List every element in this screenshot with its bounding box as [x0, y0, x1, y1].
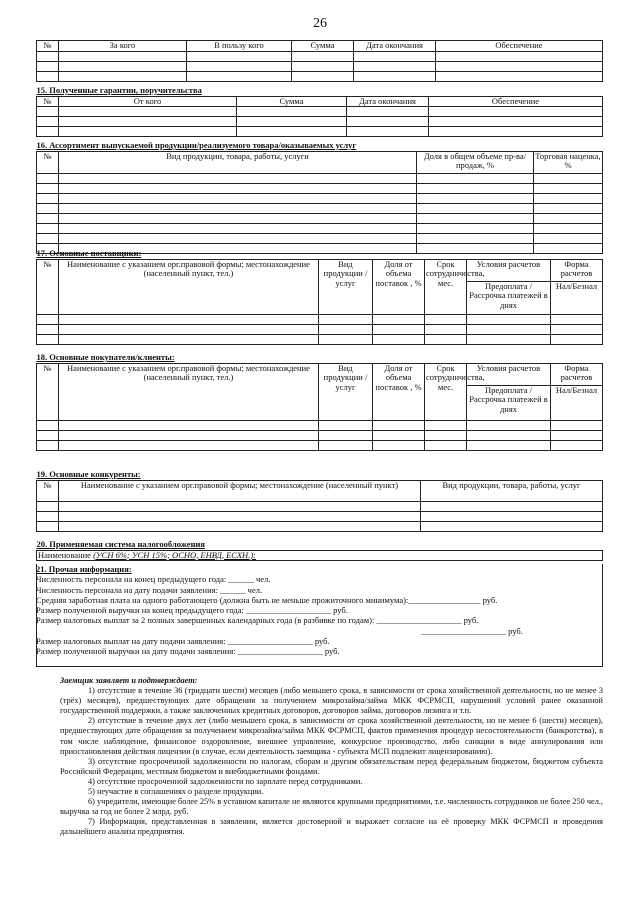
col-name: Наименование с указанием орг.правовой формы; местонахождение (населенный пункт, тел.)	[59, 363, 319, 420]
info-line: ____________________ руб.	[421, 625, 523, 636]
col-end-date: Дата окончания	[347, 96, 429, 107]
col-beneficiary: В пользу кого	[187, 41, 292, 52]
table-row	[37, 72, 603, 82]
info-line: Размер налоговых выплат за 2 полных завершенных календарных года (в разбивке по годам): ____________________ руб.	[36, 615, 479, 626]
table-row	[37, 440, 603, 450]
col-product: Вид продукции /услуг	[319, 259, 373, 314]
page-number: 26	[313, 16, 327, 31]
col-number: №	[37, 151, 59, 173]
col-term: Срок сотрудничества, мес.	[425, 259, 467, 314]
col-number: №	[37, 259, 59, 314]
table-row	[37, 183, 603, 193]
col-cash-noncash: Нал/Безнал	[551, 281, 603, 314]
table-row	[37, 420, 603, 430]
table-row	[37, 233, 603, 243]
section-15-title: 15. Полученные гарантии, поручительства	[36, 85, 202, 95]
col-for-whom: За кого	[59, 41, 187, 52]
declaration-item: 2) отсутствие в течение двух лет (либо меньшего срока, в зависимости от срока хозяйственной деятельности, но не менее 6 (шести) месяцев), предшествующих дате обращения за получением микрозайма/займа МКК ФСРМСП, фактов применения процедур несостоятельности (банкротства), в том числе наблюдение, финансовое оздоровление, внешнее управление, конкурсное производство, либо санкции в виде аннулирования или приостановления действия лицензии (в случае, если деятельность заемщика - субъекта МСП подлежит лицензированию).	[60, 716, 603, 756]
col-product-type: Вид продукции, товара, работы, услуги	[59, 151, 417, 173]
info-box-border	[36, 564, 603, 667]
col-cash-noncash: Нал/Безнал	[551, 385, 603, 420]
tax-system-row	[37, 550, 603, 561]
table-row	[37, 127, 603, 137]
col-amount: Сумма	[292, 41, 354, 52]
col-from-whom: От кого	[59, 96, 237, 107]
guarantees-issued-table	[36, 40, 603, 82]
col-share: Доля от объема поставок , %	[373, 259, 425, 314]
section-20-title: 20. Применяемая система налогообложения	[36, 539, 205, 549]
competitors-table	[36, 470, 603, 532]
col-number: №	[37, 363, 59, 420]
col-number: №	[37, 96, 59, 107]
table-row	[37, 314, 603, 324]
info-line: Численность персонала на конец предыдущего года: ______ чел.	[36, 574, 271, 585]
col-product: Вид продукции /услуг	[319, 363, 373, 420]
table-row	[37, 501, 603, 511]
col-markup: Торговая наценка, %	[534, 151, 603, 173]
table-row	[37, 430, 603, 440]
col-number: №	[37, 41, 59, 52]
section-19-title: 19. Основные конкуренты:	[36, 469, 141, 479]
tax-system-table	[36, 540, 603, 561]
table-row	[37, 107, 603, 117]
declaration-item: 1) отсутствие в течение 36 (тридцати шести) месяцев (либо меньшего срока, в зависимости от срока хозяйственной деятельности, но не менее 3 (трёх) месяцев), предшествующих дате обращения за получением микрозайма/займа МКК ФСРМСП, нарушений условий ранее оказанной государственной поддержки, а также заключенных кредитных договоров, договоров займа, договоров лизинга и т.п.	[60, 686, 603, 716]
declaration-item: 7) Информация, представленная в заявлении, является достоверной и выражает согласие на её проверку МКК ФСРМСП и проведения дальнейшего анализа предприятия.	[60, 817, 603, 837]
table-row	[37, 117, 603, 127]
col-name: Наименование с указанием орг.правовой формы; местонахождение (населенный пункт, тел.)	[59, 259, 319, 314]
table-row	[37, 223, 603, 233]
col-payment-form: Форма расчетов	[551, 363, 603, 385]
col-collateral: Обеспечение	[429, 96, 603, 107]
col-prepayment: Предоплата / Рассрочка платежей в днях	[467, 385, 551, 420]
assortment-table	[36, 141, 603, 254]
info-line: Размер налоговых выплат на дату подачи заявления: ____________________ руб.	[36, 636, 330, 647]
info-line: Размер полученной выручки на дату подачи заявления: ____________________ руб.	[36, 646, 340, 657]
customers-table	[36, 353, 603, 451]
info-line: Размер полученной выручки на конец предыдущего года: ____________________ руб.	[36, 605, 348, 616]
col-payment-terms: Условия расчетов	[467, 259, 551, 281]
table-row	[37, 521, 603, 531]
table-row	[37, 334, 603, 344]
table-row	[37, 193, 603, 203]
table-row	[37, 62, 603, 72]
suppliers-table	[36, 249, 603, 345]
table-row	[37, 213, 603, 223]
section-18-title: 18. Основные покупатели/клиенты:	[36, 352, 175, 362]
section-16-title: 16. Ассортимент выпускаемой продукции/реализуемого товара/оказываемых услуг	[36, 140, 357, 150]
col-collateral: Обеспечение	[436, 41, 603, 52]
col-payment-form: Форма расчетов	[551, 259, 603, 281]
section-17-title: 17. Основные поставщики:	[36, 248, 142, 258]
table-row	[37, 324, 603, 334]
col-number: №	[37, 480, 59, 501]
col-name: Наименование с указанием орг.правовой формы; местонахождение (населенный пункт)	[59, 480, 421, 501]
info-line: Численность персонала на дату подачи заявления: ______ чел.	[36, 584, 263, 595]
col-product: Вид продукции, товара, работы, услуг	[421, 480, 603, 501]
table-row	[37, 203, 603, 213]
declaration-heading: Заемщик заявляет и подтверждает:	[60, 676, 198, 685]
table-row	[37, 173, 603, 183]
declaration-item: 3) отсутствие просроченной задолженности по налогам, сборам и другим обязательствам перед федеральным бюджетом, бюджетом субъекта Российской Федерации, местным бюджетом и внебюджетными фондами.	[60, 756, 603, 776]
section-21-title: 21. Прочая информация:	[36, 564, 132, 574]
tax-system-label: Наименование	[38, 549, 91, 560]
received-guarantees-table	[36, 86, 603, 137]
col-share: Доля в общем объеме пр-ва/продаж, %	[417, 151, 534, 173]
col-share: Доля от объема поставок , %	[373, 363, 425, 420]
declaration	[60, 676, 603, 838]
declaration-item: 5) неучастие в соглашениях о разделе продукции.	[88, 787, 264, 797]
info-line: Средняя заработная плата на одного работающего (должна быть не меньше прожиточного минимума):_________________ руб.	[36, 594, 498, 605]
col-term: Срок сотрудничества, мес.	[425, 363, 467, 420]
col-end-date: Дата окончания	[354, 41, 436, 52]
table-row	[37, 511, 603, 521]
tax-system-options: (УСН 6%; УСН 15%; ОСНО, ЕНВД, ЕСХН.):	[93, 549, 256, 560]
declaration-item: 6) учредители, имеющие более 25% в уставном капитале не являются крупными предприятиями, т.е. численность сотрудников не более 250 чел., выручка за год не более 2 млрд. руб.	[60, 797, 603, 817]
col-amount: Сумма	[237, 96, 347, 107]
table-row	[37, 52, 603, 62]
col-prepayment: Предоплата / Рассрочка платежей в днях	[467, 281, 551, 314]
col-payment-terms: Условия расчетов	[467, 363, 551, 385]
declaration-item: 4) отсутствие просроченной задолженности по зарплате перед сотрудниками.	[88, 776, 363, 786]
